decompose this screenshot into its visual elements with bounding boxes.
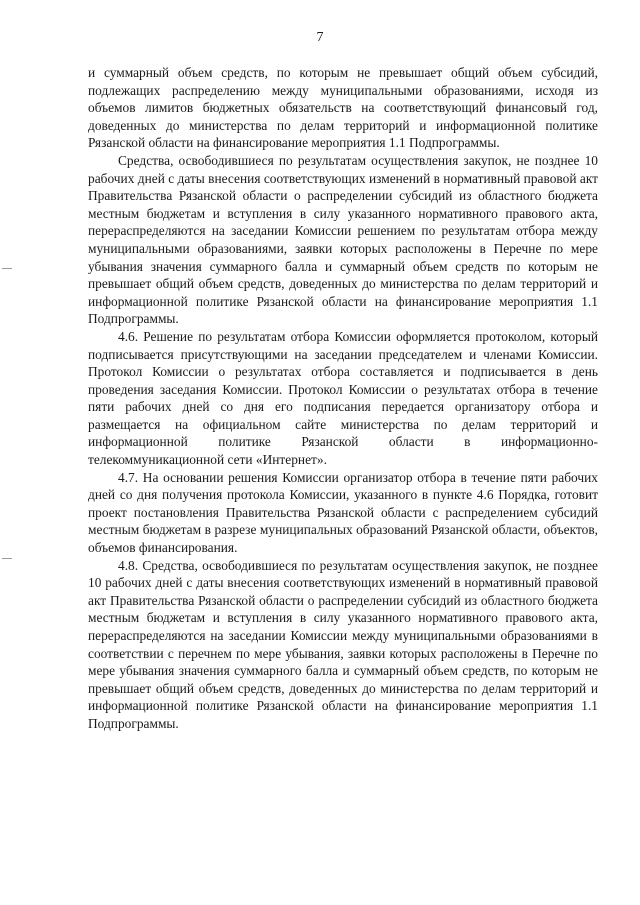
paragraph-4-6: 4.6. Решение по результатам отбора Комиссии оформляется протоколом, который подписывается присутствующими на заседании председателем и членами Комиссии. Протокол Комиссии о результатах отбора составляется и подписывается в день проведения заседания Комиссии. Протокол Комиссии о результатах отбора в течение пяти рабочих дней со дня его подписания передается организатору отбора и размещается на официальном сайте министерства по делам территорий и информационной политике Рязанской области в информационно-телекоммуникационной сети «Интернет». (88, 328, 598, 468)
left-margin-mark (2, 558, 12, 559)
left-margin-mark (2, 268, 12, 269)
paragraph-4-7: 4.7. На основании решения Комиссии организатор отбора в течение пяти рабочих дней со дня получения протокола Комиссии, указанного в пункте 4.6 Порядка, готовит проект постановления Правительства Рязанской области с распределением субсидий местным бюджетам в разрезе муниципальных образований Рязанской области, объектов, объемов финансирования. (88, 469, 598, 556)
page-number: 7 (316, 30, 324, 45)
paragraph-continuation: и суммарный объем средств, по которым не превышает общий объем субсидий, подлежащих распределению между муниципальными образованиями, исходя из объемов лимитов бюджетных обязательств на соответствующий финансовый год, доведенных до министерства по делам территорий и информационной политике Рязанской области на финансирование мероприятия 1.1 Подпрограммы. (88, 65, 598, 151)
paragraph-freed-funds: Средства, освободившиеся по результатам осуществления закупок, не позднее 10 рабочих дней с даты внесения соответствующих изменений в нормативный правовой акт Правительства Рязанской области о распределении субсидий из областного бюджета местным бюджетам и вступления в силу указанного нормативного правового акта, перераспределяются на заседании Комиссии решением по результатам отбора между муниципальными образованиями, заявки которых расположены в Перечне по мере убывания значения суммарного балла и суммарный объем средств по которым не превышает общий объем средств, доведенных до министерства по делам территорий и информационной политике Рязанской области на финансирование мероприятия 1.1 Подпрограммы. (88, 152, 598, 327)
document-body (88, 64, 598, 733)
paragraph-4-8: 4.8. Средства, освободившиеся по результатам осуществления закупок, не позднее 10 рабочих дней с даты внесения соответствующих изменений в нормативный правовой акт Правительства Рязанской области о распределении субсидий из областного бюджета местным бюджетам и вступления в силу указанного нормативного правового акта, перераспределяются на заседании Комиссии между муниципальными образованиями в соответствии с перечнем по мере убывания, заявки которых расположены в Перечне по мере убывания значения суммарного балла и суммарный объем средств, по которым не превышает общий объем средств, доведенных до министерства по делам территорий и информационной политике Рязанской области на финансирование мероприятия 1.1 Подпрограммы. (88, 557, 598, 731)
